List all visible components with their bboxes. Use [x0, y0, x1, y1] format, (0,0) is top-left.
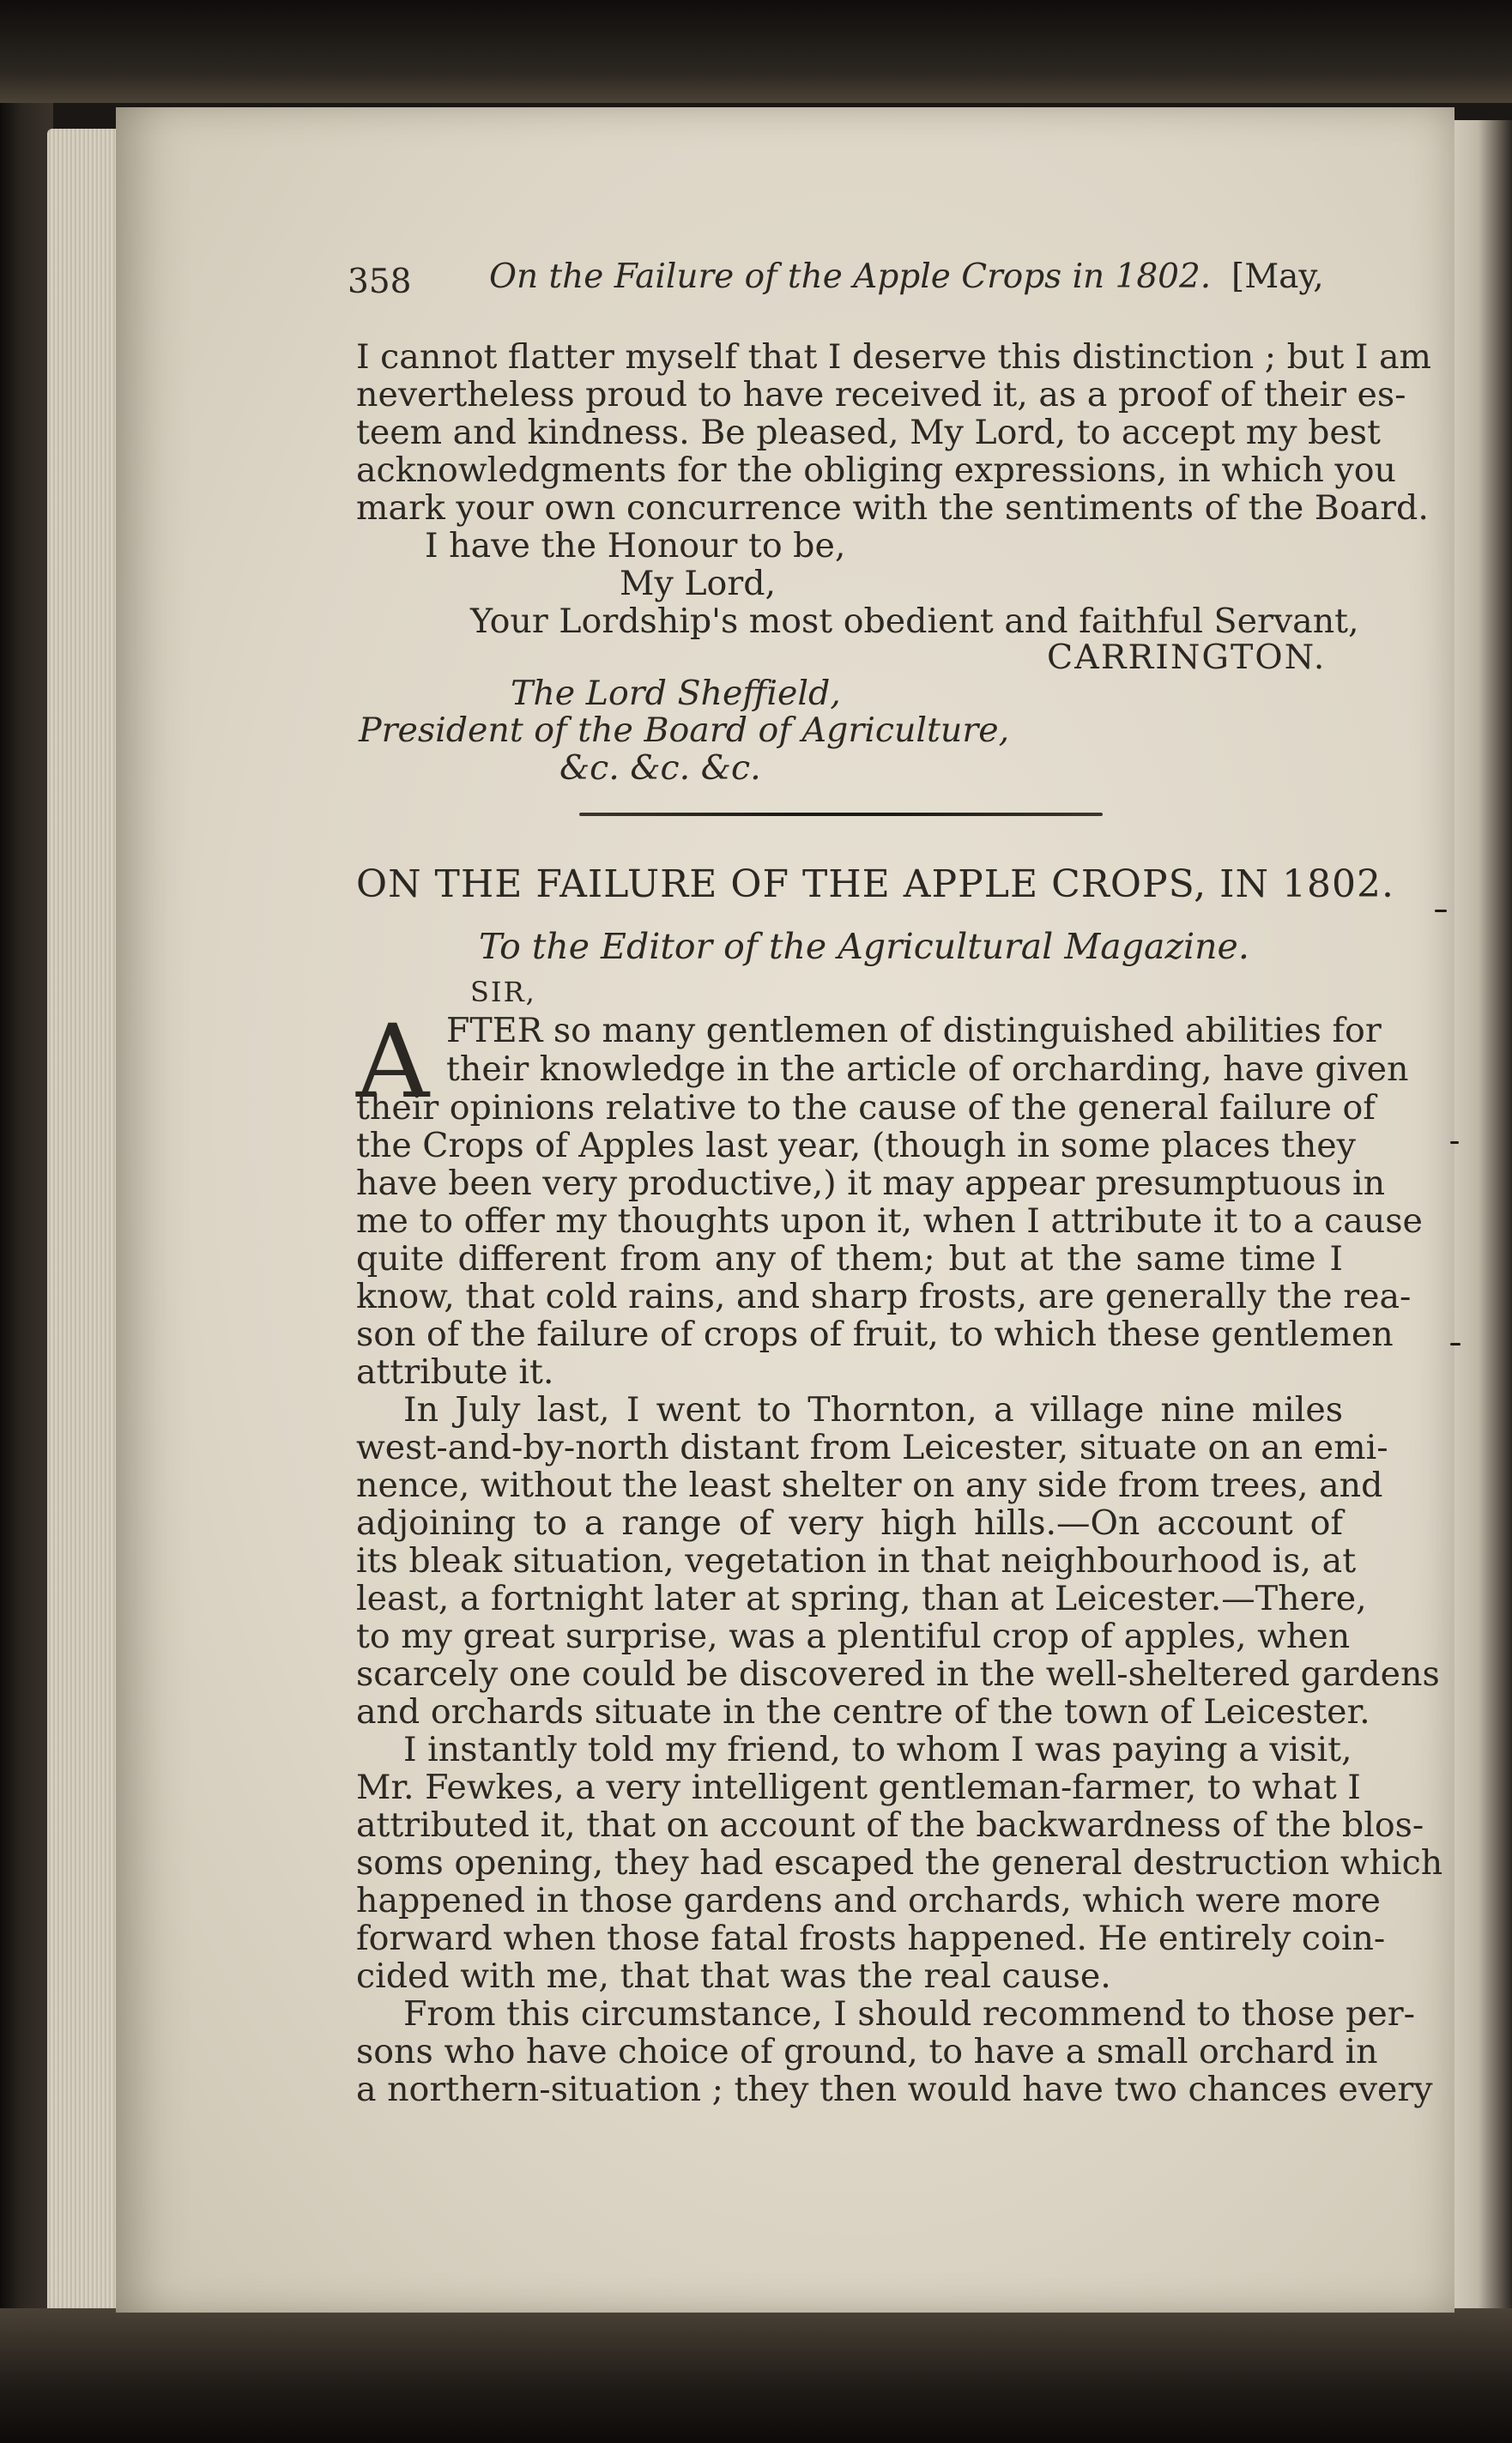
letter-line: acknowledgments for the obliging expressions, in which you	[356, 451, 1396, 490]
body-line: I instantly told my friend, to whom I was paying a visit,	[403, 1730, 1352, 1769]
letter-salutation: My Lord,	[620, 564, 777, 603]
addressee-etc: &c. &c. &c.	[559, 748, 761, 788]
body-line: adjoining to a range of very high hills.—On account of	[356, 1503, 1343, 1543]
body-line: to my great surprise, was a plentiful crop of apples, when	[356, 1617, 1351, 1656]
greeting: SIR,	[470, 976, 536, 1008]
letter-line: mark your own concurrence with the sentiments of the Board.	[356, 488, 1429, 528]
body-line: sons who have choice of ground, to have a small orchard in	[356, 2032, 1378, 2071]
body-line: nence, without the least shelter on any side from trees, and	[356, 1466, 1383, 1505]
book-top-edge	[0, 0, 1512, 103]
running-header	[348, 257, 1369, 309]
body-line: Mr. Fewkes, a very intelligent gentleman-farmer, to what I	[356, 1768, 1361, 1807]
body-line: forward when those fatal frosts happened. He entirely coin-	[356, 1919, 1386, 1958]
body-line: scarcely one could be discovered in the well-sheltered gardens	[356, 1654, 1440, 1694]
letter-signoff: Your Lordship's most obedient and faithful Servant,	[470, 602, 1359, 641]
letter-closing: I have the Honour to be,	[425, 526, 846, 565]
body-line: From this circumstance, I should recommend to those per-	[403, 1994, 1415, 2034]
running-title: On the Failure of the Apple Crops in 1802.	[489, 257, 1212, 296]
body-line: soms opening, they had escaped the general destruction which	[356, 1843, 1443, 1883]
body-line: have been very productive,) it may appear presumptuous in	[356, 1164, 1386, 1203]
running-month: [May,	[1231, 257, 1324, 296]
article-heading: ON THE FAILURE OF THE APPLE CROPS, IN 1802.	[356, 862, 1394, 906]
letter-signature: CARRINGTON.	[1047, 638, 1327, 677]
body-line: their opinions relative to the cause of the general failure of	[356, 1088, 1376, 1128]
body-line: cided with me, that that was the real cause.	[356, 1956, 1111, 1996]
body-line: the Crops of Apples last year, (though in some places they	[356, 1126, 1356, 1165]
body-line: son of the failure of crops of fruit, to which these gentlemen	[356, 1315, 1394, 1354]
body-line: least, a fortnight later at spring, than at Leicester.—There,	[356, 1579, 1367, 1618]
body-line: west-and-by-north distant from Leicester, situate on an emi-	[356, 1428, 1388, 1467]
page-stack-left	[47, 129, 124, 2325]
body-line: happened in those gardens and orchards, which were more	[356, 1881, 1381, 1920]
body-line: its bleak situation, vegetation in that neighbourhood is, at	[356, 1541, 1357, 1581]
body-line: know, that cold rains, and sharp frosts, are generally the rea-	[356, 1277, 1412, 1316]
body-line: In July last, I went to Thornton, a village nine miles	[403, 1390, 1343, 1430]
letter-line: teem and kindness. Be pleased, My Lord, to accept my best	[356, 413, 1381, 452]
page-stack-right	[1450, 120, 1512, 2317]
section-divider	[579, 813, 1103, 816]
body-line: quite different from any of them; but at the same time I	[356, 1239, 1343, 1279]
addressee-title: President of the Board of Agriculture,	[359, 711, 1010, 750]
letter-line: nevertheless proud to have received it, as a proof of their es-	[356, 375, 1406, 414]
body-line: attribute it.	[356, 1352, 554, 1392]
book-spine	[0, 0, 53, 2443]
body-line: their knowledge in the article of orcharding, have given	[446, 1049, 1409, 1089]
drop-cap: A	[356, 1002, 430, 1121]
page-number: 358	[348, 263, 412, 301]
addressee-name: The Lord Sheffield,	[511, 674, 841, 713]
body-line: a northern-situation ; they then would have two chances every	[356, 2070, 1433, 2109]
book-bottom-edge	[0, 2308, 1512, 2443]
body-line: and orchards situate in the centre of the town of Leicester.	[356, 1692, 1370, 1732]
body-line: me to offer my thoughts upon it, when I attribute it to a cause	[356, 1201, 1423, 1241]
body-line: FTER so many gentlemen of distinguished abilities for	[446, 1011, 1382, 1050]
article-subheading: To the Editor of the Agricultural Magazine.	[479, 926, 1249, 967]
body-line: attributed it, that on account of the backwardness of the blos-	[356, 1805, 1424, 1845]
letter-line: I cannot flatter myself that I deserve this distinction ; but I am	[356, 337, 1431, 377]
